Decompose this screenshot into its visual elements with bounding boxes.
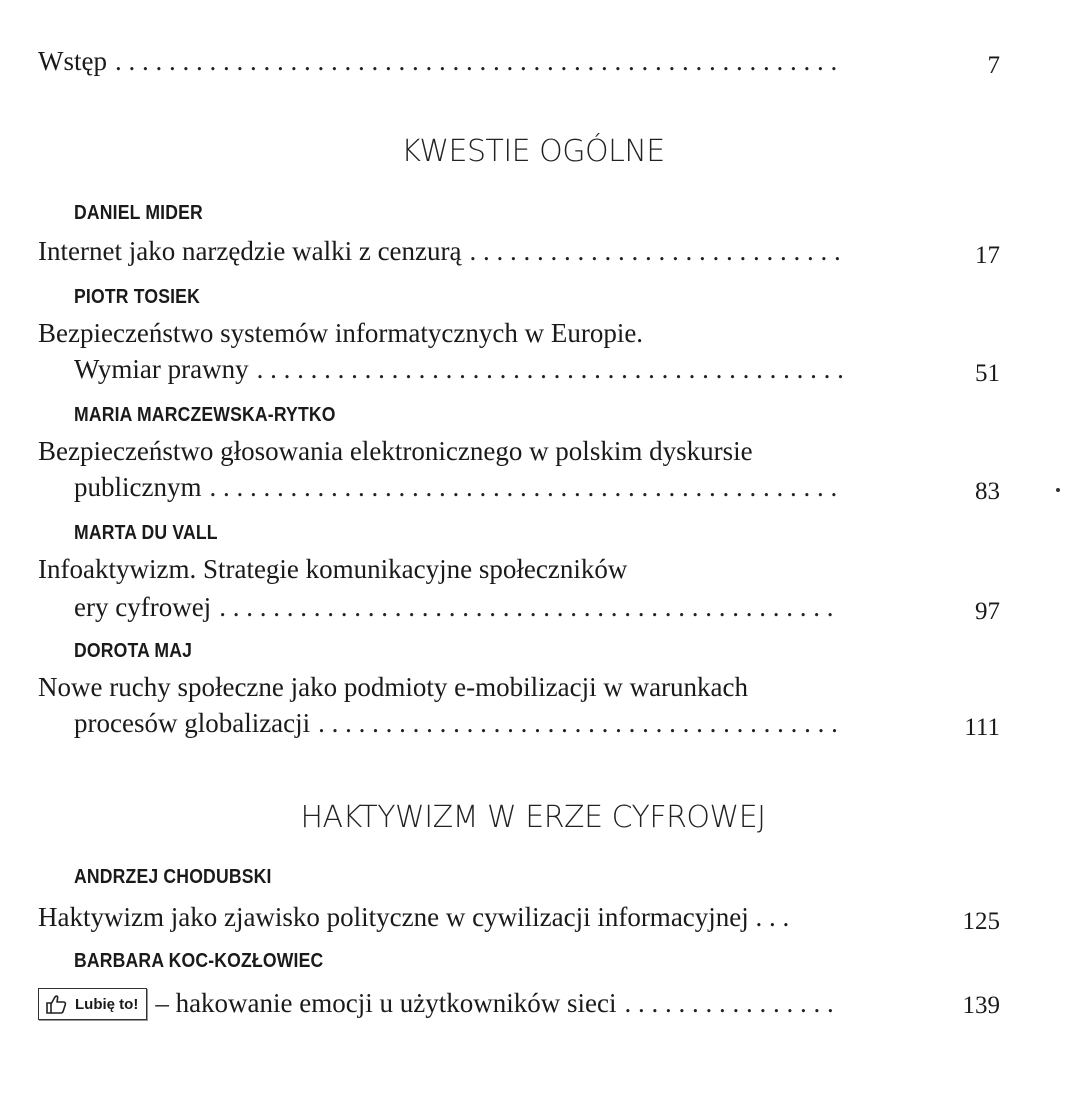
toc-entry[interactable] xyxy=(74,592,842,626)
page-number: 17 xyxy=(975,242,1000,269)
dot-leader xyxy=(209,472,842,503)
entry-title-line: Infoaktywizm. Strategie komunikacyjne społeczników xyxy=(38,554,628,584)
page-number: 111 xyxy=(964,714,1000,741)
entry-title: Internet jako narzędzie walki z cenzurą xyxy=(38,236,462,266)
entry-title: Wstęp xyxy=(38,46,107,76)
dot-leader xyxy=(219,592,842,623)
author-name: BARBARA KOC-KOZŁOWIEC xyxy=(74,950,324,972)
dot-leader xyxy=(624,988,842,1019)
page-number: 139 xyxy=(962,992,1000,1019)
dot-leader xyxy=(115,46,842,77)
entry-title-line: Bezpieczeństwo głosowania elektronicznego w polskim dyskursie xyxy=(38,436,753,466)
author-name: MARIA MARCZEWSKA-RYTKO xyxy=(74,404,336,426)
page-number: 97 xyxy=(975,598,1000,625)
page-number: 51 xyxy=(975,360,1000,387)
section-heading: KWESTIE OGÓLNE xyxy=(401,134,665,169)
like-badge xyxy=(38,988,147,1020)
toc-entry[interactable] xyxy=(74,472,842,506)
entry-title-line: Nowe ruchy społeczne jako podmioty e-mobilizacji w warunkach xyxy=(38,672,749,702)
toc-entry[interactable] xyxy=(74,354,842,388)
thumbs-up-icon xyxy=(45,994,67,1014)
entry-title: – hakowanie emocji u użytkowników sieci xyxy=(155,987,617,1018)
author-name: DANIEL MIDER xyxy=(74,202,203,224)
toc-entry[interactable] xyxy=(38,236,842,270)
scan-speck xyxy=(1056,488,1060,492)
toc-entry[interactable] xyxy=(38,986,842,1020)
author-name: ANDRZEJ CHODUBSKI xyxy=(74,866,272,888)
entry-title: publicznym xyxy=(74,472,202,502)
page-number: 125 xyxy=(962,908,1000,935)
dot-leader xyxy=(470,236,843,267)
toc-entry[interactable] xyxy=(74,708,842,742)
badge-label: Lubię to! xyxy=(75,995,139,1013)
dot-leader xyxy=(257,354,842,385)
toc-entry[interactable] xyxy=(38,902,842,936)
dot-leader xyxy=(318,708,842,739)
section-heading: HAKTYWIZM W ERZE CYFROWEJ xyxy=(300,800,766,835)
entry-title: ery cyfrowej xyxy=(74,592,212,622)
page-number: 83 xyxy=(975,478,1000,505)
toc-entry-intro[interactable] xyxy=(38,46,842,80)
entry-title-line: Bezpieczeństwo systemów informatycznych w Europie. xyxy=(38,318,644,348)
page-number: 7 xyxy=(987,52,1000,79)
author-name: PIOTR TOSIEK xyxy=(74,286,200,308)
author-name: MARTA DU VALL xyxy=(74,522,218,544)
entry-title: Wymiar prawny xyxy=(74,354,249,384)
author-name: DOROTA MAJ xyxy=(74,640,193,662)
entry-title: Haktywizm jako zjawisko polityczne w cywilizacji informacyjnej . . . xyxy=(38,902,790,932)
entry-title: procesów globalizacji xyxy=(74,708,311,738)
